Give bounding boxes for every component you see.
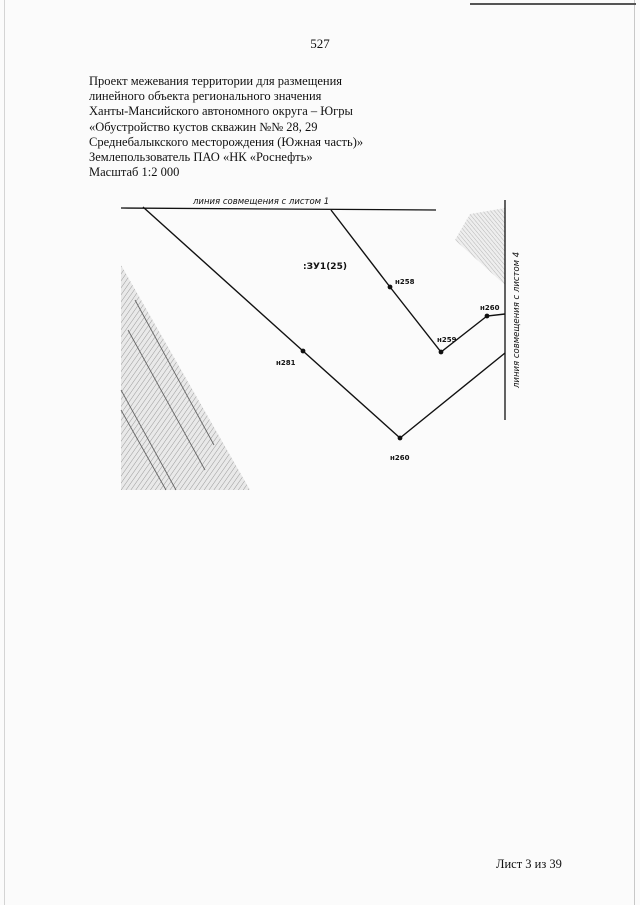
boundary-point-n259 xyxy=(439,350,444,355)
land-user-line: Землепользователь ПАО «НК «Роснефть» xyxy=(89,150,313,165)
scale-line: Масштаб 1:2 000 xyxy=(89,165,180,180)
title-line: линейного объекта регионального значения xyxy=(89,89,322,104)
point-label-n258: н258 xyxy=(395,278,415,286)
parcel-label: :ЗУ1(25) xyxy=(303,262,347,272)
match-line-top-label: линия совмещения с листом 1 xyxy=(193,197,330,207)
match-line-right-label: линия совмещения с листом 4 xyxy=(512,251,522,388)
title-line: Среднебалыкского месторождения (Южная часть)» xyxy=(89,134,364,149)
boundary-point-n281 xyxy=(301,349,306,354)
title-line: «Обустройство кустов скважин №№ 28, 29 xyxy=(89,119,318,134)
sheet-number: Лист 3 из 39 xyxy=(496,857,562,871)
page-number: 527 xyxy=(310,36,330,51)
title-line: Проект межевания территории для размещения xyxy=(89,74,343,88)
hatched-area-right xyxy=(455,208,505,285)
match-line-top xyxy=(121,208,436,210)
hatched-area-left xyxy=(121,265,250,490)
point-label-n259: н259 xyxy=(437,336,457,344)
point-label-n281: н281 xyxy=(276,359,296,367)
boundary-point-n258 xyxy=(388,285,393,290)
point-label-n280-lower: н260 xyxy=(390,454,410,462)
point-label-n260-upper: н260 xyxy=(480,304,500,312)
boundary-point-n260-upper xyxy=(485,314,490,319)
title-line: Ханты-Мансийского автономного округа – Югры xyxy=(89,104,353,119)
boundary-point-n280-lower xyxy=(398,436,403,441)
